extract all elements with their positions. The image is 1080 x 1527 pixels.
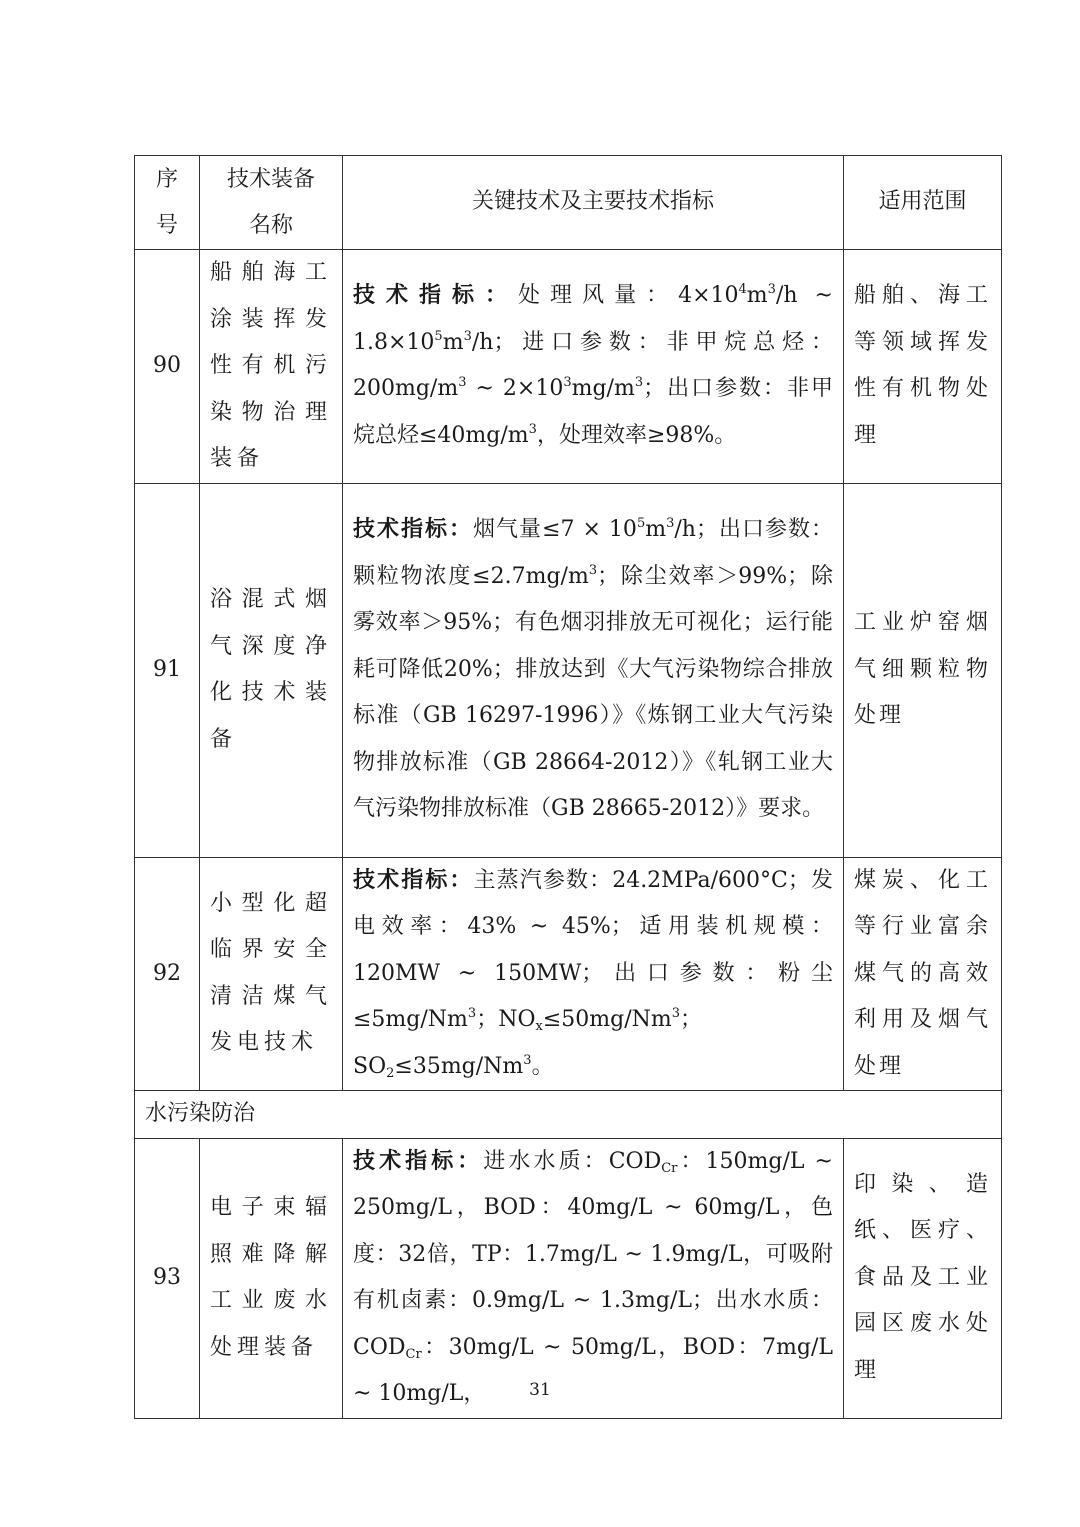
table-header-row	[135, 156, 1002, 250]
header-scope: 适用范围	[844, 156, 1002, 250]
spec-label: 技术指标：	[353, 283, 519, 309]
table-row	[135, 1138, 1002, 1418]
section-row	[135, 1091, 1002, 1139]
table-row	[135, 250, 1002, 484]
equipment-name: 电子束辐照难降解工业废水处理装备	[200, 1138, 343, 1418]
spec-label: 技术指标：	[353, 867, 474, 893]
row-number: 91	[135, 483, 200, 857]
equipment-name: 浴混式烟气深度净化技术装备	[200, 483, 343, 857]
technical-spec: 技术指标：烟气量$\le 7 \times 10^5m^3/h$；出口参数：颗粒物浓度$\le 2.7mg/m^3$；除尘效率＞99%；除雾效率＞95%；有色烟羽排放无可视化；运行能耗可降低20%；排放达到《大气污染物综合排放标准（GB 16297-1996）》《炼钢工业大气污染物排放标准（GB 28664-2012）》《轧钢工业大气污染物排放标准（GB 28665-2012）》要求。	[343, 483, 844, 857]
spec-label: 技术指标：	[353, 517, 474, 543]
applicable-scope: 煤炭、化工等行业富余煤气的高效利用及烟气处理	[844, 857, 1002, 1091]
spec-label: 技术指标：	[353, 1148, 484, 1174]
header-spec: 关键技术及主要技术指标	[343, 156, 844, 250]
technical-spec: 技术指标：进水水质：$COD_{Cr}$：150mg/L ~ 250mg/L，BOD：40mg/L ~ 60mg/L，色度：32倍，TP：1.7mg/L ~ 1.9mg/L，可吸附有机卤素：0.9mg/L ~ 1.3mg/L；出水水质：$COD_{Cr}$：30mg/L ~ 50mg/L，BOD：7mg/L ~ 10mg/L，	[343, 1138, 844, 1418]
applicable-scope: 工业炉窑烟气细颗粒物处理	[844, 483, 1002, 857]
technical-spec: 技术指标：处理风量：$4\times 10^4m^3/h$ ~ $1.8\times 10^5m^3/h$；进口参数：非甲烷总烃：$200mg/m^3$ ~ $2\times 10^3mg/m^3$；出口参数：非甲烷总烃$\le 40mg/m^3$，处理效率≥98%。	[343, 250, 844, 484]
header-num: 序 号	[135, 156, 200, 250]
row-number: 90	[135, 250, 200, 484]
equipment-name: 小型化超临界安全清洁煤气发电技术	[200, 857, 343, 1091]
applicable-scope: 印染、造纸、医疗、食品及工业园区废水处理	[844, 1138, 1002, 1418]
applicable-scope: 船舶、海工等领域挥发性有机物处理	[844, 250, 1002, 484]
page-number: 31	[529, 1380, 551, 1400]
table-row	[135, 857, 1002, 1091]
header-name: 技术装备 名称	[200, 156, 343, 250]
table-row	[135, 483, 1002, 857]
equipment-table	[134, 155, 1002, 1419]
technical-spec: 技术指标：主蒸汽参数：24.2MPa/600°C；发电效率：43% ~ 45%；适用装机规模：120MW ~ 150MW；出口参数：粉尘$\le 5mg/Nm^3$；$NO_x\le 50mg/Nm^3$；$SO_2\le 35mg/Nm^3$。	[343, 857, 844, 1091]
row-number: 92	[135, 857, 200, 1091]
section-title-water: 水污染防治	[135, 1091, 1002, 1139]
row-number: 93	[135, 1138, 200, 1418]
equipment-name: 船舶海工涂装挥发性有机污染物治理装备	[200, 250, 343, 484]
